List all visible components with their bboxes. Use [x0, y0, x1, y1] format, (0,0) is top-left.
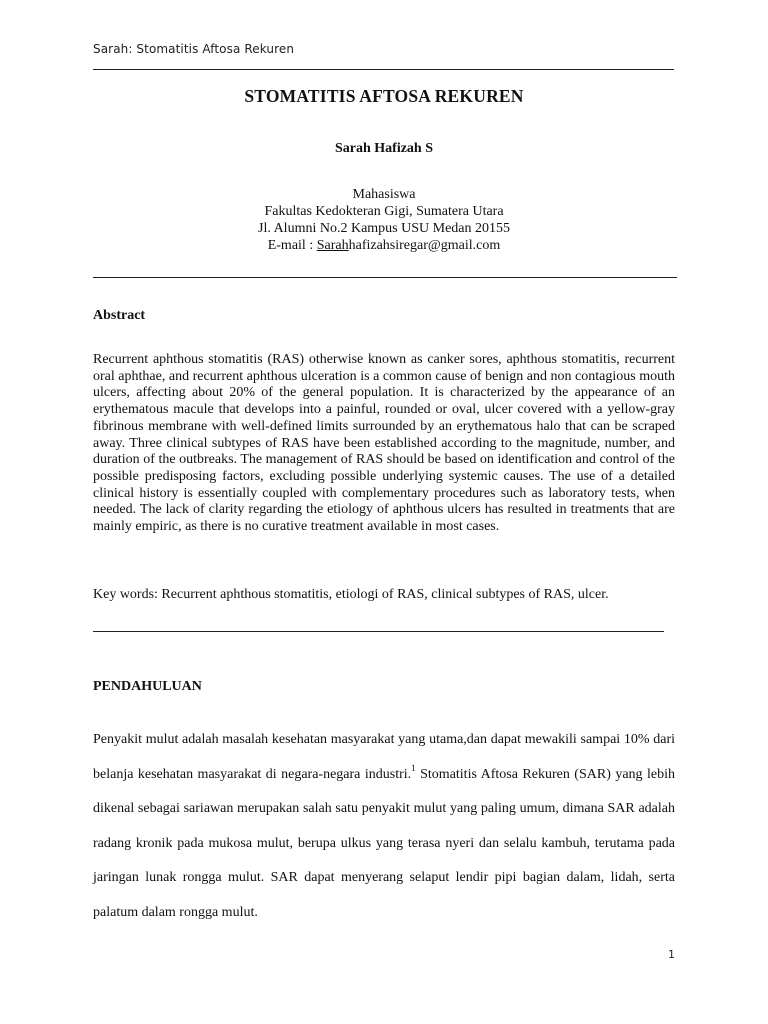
email-label: E-mail : — [267, 238, 317, 253]
keywords-line: Key words: Recurrent aphthous stomatitis, etiologi of RAS, clinical subtypes of RAS, ulcer. — [93, 587, 609, 602]
introduction-heading: PENDAHULUAN — [93, 679, 202, 694]
page-number: 1 — [668, 948, 675, 961]
email-link-underlined[interactable]: Sarah — [316, 238, 349, 253]
affiliation-address: Jl. Alumni No.2 Kampus USU Medan 20155 — [258, 221, 510, 236]
intro-text-part1: Penyakit mulut adalah masalah kesehatan masyarakat yang utama,dan dapat mewakili sampai 10% dari belanja kesehatan masyarakat di negara-negara industri. — [93, 732, 675, 782]
citation-superscript: 1 — [411, 762, 416, 773]
running-header: Sarah: Stomatitis Aftosa Rekuren — [93, 42, 295, 56]
email-rest: hafizahsiregar@gmail.com — [348, 238, 501, 253]
intro-text-part2: Stomatitis Aftosa Rekuren (SAR) yang lebih dikenal sebagai sariawan merupakan salah satu penyakit mulut yang paling umum, dimana SAR adalah radang kronik pada mukosa mulut, berupa ulkus yang terasa nyeri dan selalu kambuh, terutama pada jaringan lunak rongga mulut. SAR dapat menyerang selaput lendir pipi bagian dalam, lidah, serta palatum dalam rongga mulut. — [93, 766, 675, 920]
affiliation-faculty: Fakultas Kedokteran Gigi, Sumatera Utara — [264, 204, 504, 219]
introduction-paragraph — [93, 723, 675, 931]
abstract-divider — [93, 631, 664, 632]
author-affiliation — [0, 186, 768, 254]
affiliation-role: Mahasiswa — [352, 187, 416, 202]
paper-title: STOMATITIS AFTOSA REKUREN — [244, 86, 524, 106]
abstract-heading: Abstract — [93, 308, 146, 323]
header-divider — [93, 69, 674, 70]
author-name: Sarah Hafizah S — [334, 141, 433, 156]
affiliation-email — [0, 237, 768, 254]
affiliation-divider — [93, 277, 677, 278]
abstract-body: Recurrent aphthous stomatitis (RAS) otherwise known as canker sores, aphthous stomatitis, recurrent oral aphthae, and recurrent aphthous ulceration is a common cause of benign and non contagious mouth ulcers, affecting about 20% of the general population. It is characterized by the appearance of an erythematous macule that develops into a painful, rounded or oval, ulcer covered with a yellow-gray fibrinous membrane with well-defined limits surrounded by an erythematous halo that can be scraped away. Three clinical subtypes of RAS have been established according to the magnitude, number, and duration of the outbreaks. The management of RAS should be based on identification and control of the possible predisposing factors, excluding possible underlying systemic causes. The use of a detailed clinical history is essentially coupled with complementary procedures such as laboratory tests, when needed. The lack of clarity regarding the etiology of aphthous ulcers has resulted in treatments that are mainly empiric, as there is no curative treatment available in most cases. — [93, 352, 675, 535]
